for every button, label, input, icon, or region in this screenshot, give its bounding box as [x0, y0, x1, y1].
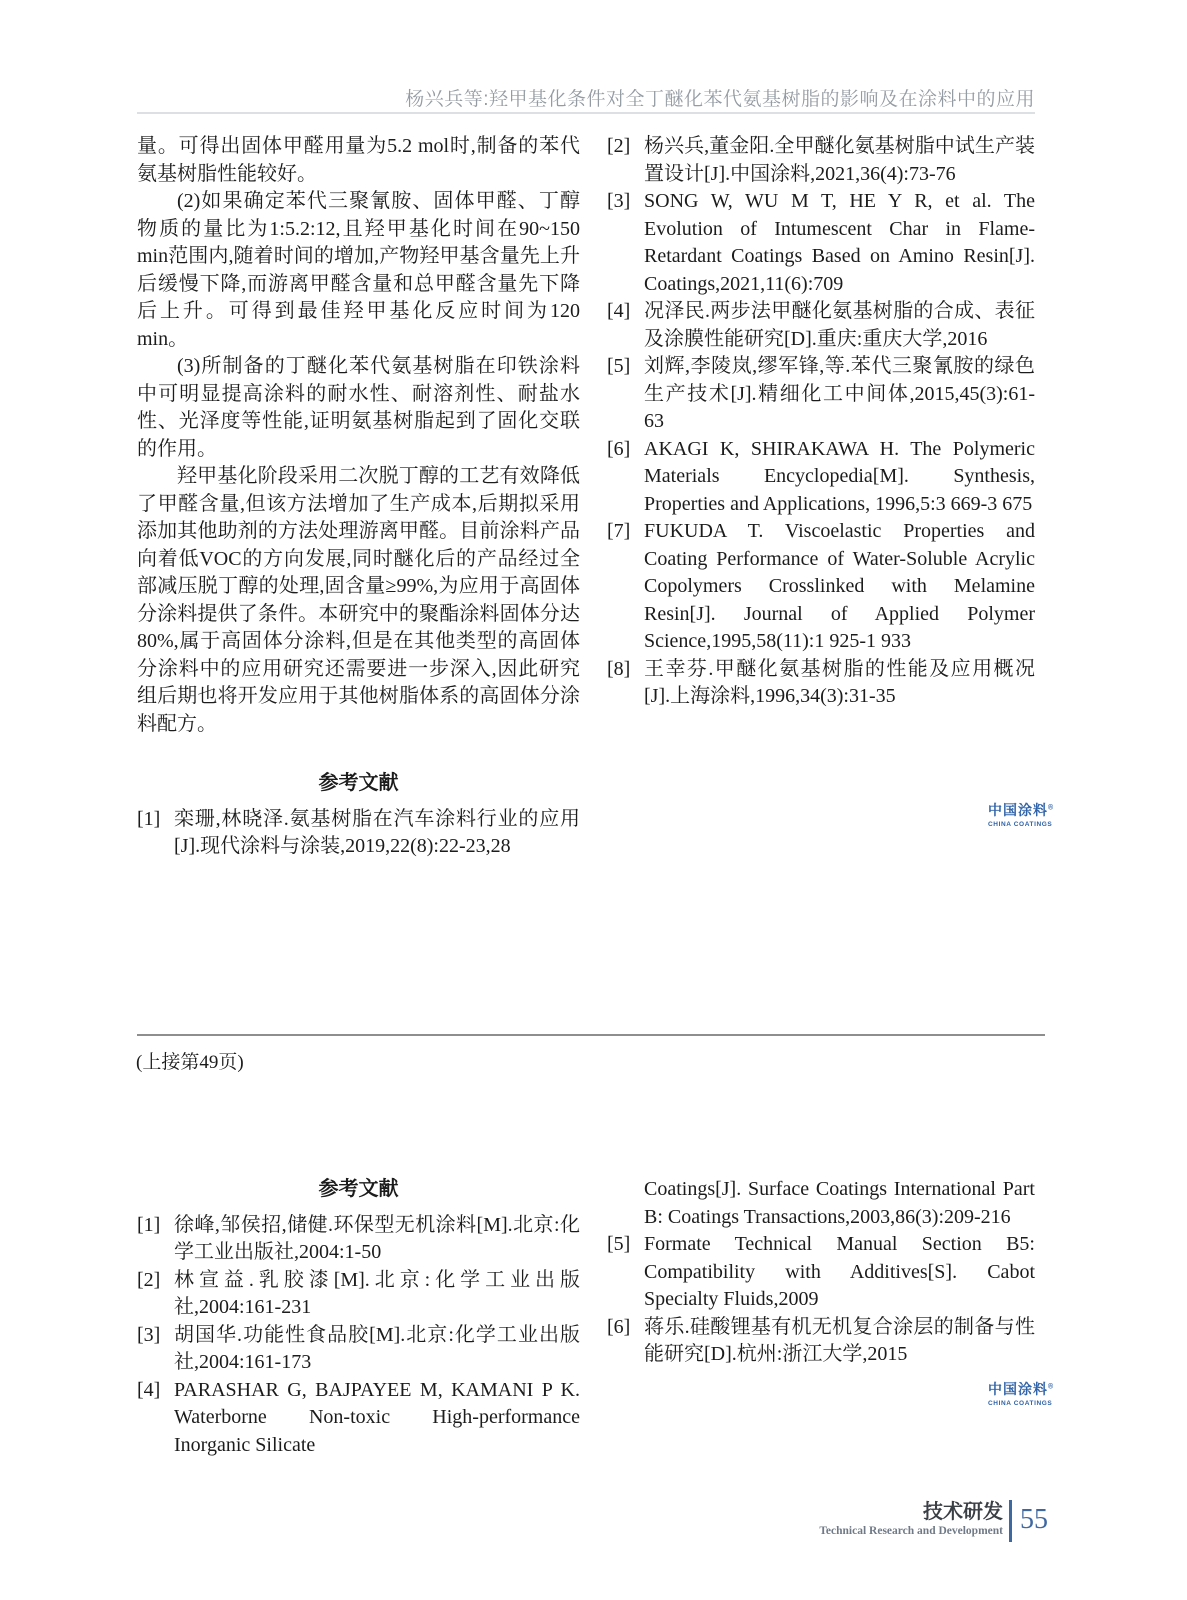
reference-item: [137, 806, 580, 861]
reference-text: SONG W, WU M T, HE Y R, et al. The Evolution of Intumescent Char in Flame-Retardant Coatings Based on Amino Resin[J]. Coatings,2021,11(6):709: [644, 190, 1035, 295]
china-coatings-logo: [988, 800, 1058, 828]
logo-text-cn: 中国涂料®: [988, 802, 1054, 818]
china-coatings-logo: [988, 1379, 1058, 1407]
logo-text-en: CHINA COATINGS: [988, 1400, 1053, 1407]
paragraph: (3)所制备的丁醚化苯代氨基树脂在印铁涂料中可明显提高涂料的耐水性、耐溶剂性、耐盐水性、光泽度等性能,证明氨基树脂起到了固化交联的作用。: [137, 355, 580, 460]
reference-text: 林宣益.乳胶漆[M].北京:化学工业出版社,2004:161-231: [174, 1268, 580, 1318]
logo-text-en: CHINA COATINGS: [988, 821, 1053, 828]
reference-item: [137, 1267, 580, 1322]
reference-text: 胡国华.功能性食品胶[M].北京:化学工业出版社,2004:161-173: [174, 1323, 580, 1373]
reference-item: [607, 133, 1035, 188]
running-title: 杨兴兵等:羟甲基化条件对全丁醚化苯代氨基树脂的影响及在涂料中的应用: [405, 89, 1035, 110]
bottom-right-column: [607, 1176, 1035, 1459]
reference-item: [607, 298, 1035, 353]
bottom-left-column: [137, 1176, 580, 1459]
reference-marker: [5]: [607, 1233, 631, 1255]
reference-marker: [4]: [137, 1378, 161, 1401]
references-heading: 参考文献: [318, 1178, 399, 1200]
reference-text: 栾珊,林晓泽.氨基树脂在汽车涂料行业的应用[J].现代涂料与涂装,2019,22(8):22-23,28: [174, 807, 580, 857]
registered-mark: ®: [1048, 1383, 1054, 1391]
reference-marker: [3]: [137, 1323, 161, 1346]
reference-marker: [2]: [137, 1268, 161, 1291]
reference-item: [607, 1231, 1035, 1314]
reference-text: 蒋乐.硅酸锂基有机无机复合涂层的制备与性能研究[D].杭州:浙江大学,2015: [644, 1315, 1035, 1365]
reference-marker: [6]: [607, 1315, 631, 1338]
reference-text: 杨兴兵,董金阳.全甲醚化氨基树脂中试生产装置设计[J].中国涂料,2021,36(4):73-76: [644, 135, 1035, 185]
reference-continuation: [607, 1176, 1035, 1231]
reference-item: [607, 518, 1035, 656]
reference-text: 况泽民.两步法甲醚化氨基树脂的合成、表征及涂膜性能研究[D].重庆:重庆大学,2016: [644, 300, 1035, 350]
reference-item: [607, 656, 1035, 711]
paragraph: (2)如果确定苯代三聚氰胺、固体甲醛、丁醇物质的量比为1:5.2:12,且羟甲基化时间在90~150 min范围内,随着时间的增加,产物羟甲基含量先上升后缓慢下降,而游离甲醛含量和总甲醛含量先下降后上升。可得到最佳羟甲基化反应时间为120 min。: [137, 190, 580, 350]
reference-item: [137, 1377, 580, 1460]
reference-text: PARASHAR G, BAJPAYEE M, KAMANI P K. Waterborne Non-toxic High-performance Inorganic Silicate: [174, 1378, 580, 1456]
footer-section: [819, 1500, 1003, 1538]
reference-text: Coatings[J]. Surface Coatings International Part B: Coatings Transactions,2003,86(3):209-216: [644, 1178, 1035, 1228]
logo-text-cn: 中国涂料®: [988, 1381, 1054, 1397]
paragraph: 羟甲基化阶段采用二次脱丁醇的工艺有效降低了甲醛含量,但该方法增加了生产成本,后期拟采用添加其他助剂的方法处理游离甲醛。目前涂料产品向着低VOC的方向发展,同时醚化后的产品经过全部减压脱丁醇的处理,固含量≥99%,为应用于高固体分涂料提供了条件。本研究中的聚酯涂料固体分达80%,属于高固体分涂料,但是在其他类型的高固体分涂料中的应用研究还需要进一步深入,因此研究组后期也将开发应用于其他树脂体系的高固体分涂料配方。: [137, 465, 580, 735]
reference-item: [607, 188, 1035, 298]
reference-marker: [3]: [607, 190, 631, 212]
section-divider: [137, 1034, 1045, 1036]
reference-item: [137, 1322, 580, 1377]
bottom-section: [137, 1176, 1035, 1459]
page-footer: [819, 1500, 1048, 1542]
reference-text: FUKUDA T. Viscoelastic Properties and Coating Performance of Water-Soluble Acrylic Copolymers Crosslinked with Melamine Resin[J]. Journal of Applied Polymer Science,1995,58(11):1 925-1 933: [644, 520, 1035, 652]
reference-item: [607, 1314, 1035, 1369]
reference-item: [607, 436, 1035, 519]
reference-marker: [4]: [607, 300, 631, 322]
header-rule: [137, 112, 1035, 114]
reference-item: [137, 1212, 580, 1267]
reference-text: Formate Technical Manual Section B5: Compatibility with Additives[S]. Cabot Specialty Fluids,2009: [644, 1233, 1035, 1310]
reference-marker: [1]: [137, 807, 161, 830]
footer-section-title: 技术研发: [923, 1501, 1003, 1523]
reference-text: 王幸芬.甲醚化氨基树脂的性能及应用概况[J].上海涂料,1996,34(3):31-35: [644, 657, 1035, 707]
references-heading: 参考文献: [318, 772, 399, 794]
reference-marker: [8]: [607, 657, 631, 680]
top-section: [137, 133, 1035, 861]
reference-marker: [1]: [137, 1213, 161, 1236]
footer-section-subtitle: Technical Research and Development: [819, 1525, 1003, 1537]
continuation-note: (上接第49页): [136, 1052, 244, 1073]
top-left-column: [137, 133, 580, 861]
reference-marker: [6]: [607, 437, 631, 460]
reference-text: 刘辉,李陵岚,缪军锋,等.苯代三聚氰胺的绿色生产技术[J].精细化工中间体,2015,45(3):61-63: [644, 355, 1035, 432]
reference-marker: [2]: [607, 135, 631, 157]
reference-item: [607, 353, 1035, 436]
paragraph: 量。可得出固体甲醛用量为5.2 mol时,制备的苯代氨基树脂性能较好。: [137, 135, 580, 185]
reference-text: 徐峰,邹侯招,储健.环保型无机涂料[M].北京:化学工业出版社,2004:1-50: [174, 1213, 580, 1263]
top-right-column: [607, 133, 1035, 861]
page-number: 55: [1020, 1504, 1048, 1535]
registered-mark: ®: [1048, 804, 1054, 812]
footer-divider-bar: [1009, 1500, 1012, 1542]
reference-marker: [7]: [607, 520, 631, 542]
reference-marker: [5]: [607, 355, 631, 377]
reference-text: AKAGI K, SHIRAKAWA H. The Polymeric Materials Encyclopedia[M]. Synthesis, Properties and Applications, 1996,5:3 669-3 675: [644, 437, 1035, 515]
